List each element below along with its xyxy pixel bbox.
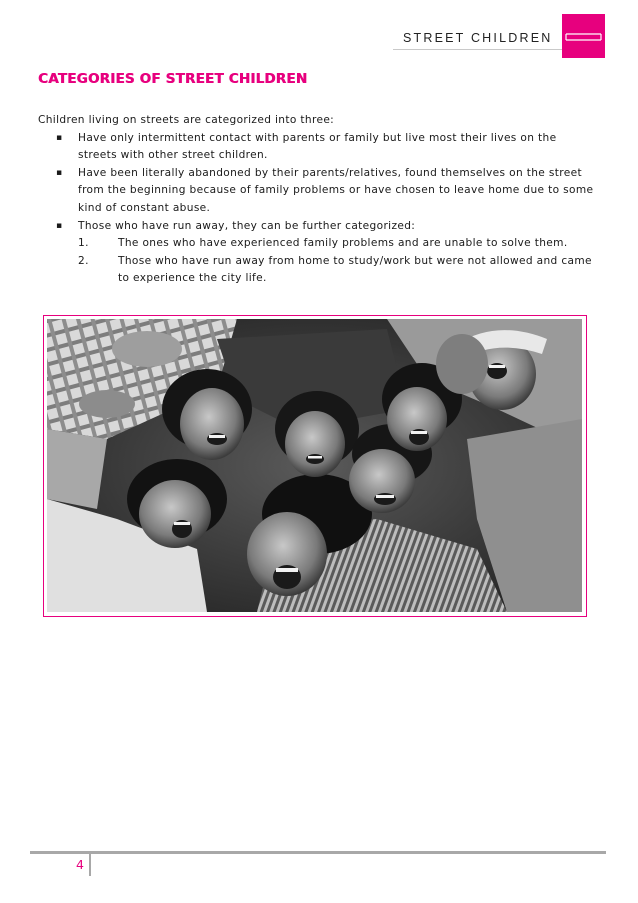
intro-paragraph: Children living on streets are categorized into three: [38, 114, 335, 126]
bullet-square-icon: ▪ [56, 132, 63, 143]
bullet-square-icon: ▪ [56, 167, 63, 178]
category-list [38, 130, 598, 288]
sub-list-item [38, 235, 598, 253]
section-title: CATEGORIES OF STREET CHILDREN [38, 71, 308, 87]
sub-list-item [38, 253, 598, 288]
list-item-text: Those who have run away, they can be further categorized: [78, 219, 416, 232]
list-item [38, 218, 598, 288]
bullet-square-icon: ▪ [56, 220, 63, 231]
footer-tick [89, 854, 91, 876]
sub-list-number: 1. [78, 237, 89, 250]
page-number: 4 [76, 857, 84, 872]
photo-frame [43, 315, 587, 617]
sub-list-text: The ones who have experienced family problems and are unable to solve them. [118, 237, 568, 250]
list-item-text: Have been literally abandoned by their parents/relatives, found themselves on the street from the beginning because of family problems or have chosen to leave home due to some kind of constant abuse. [78, 166, 594, 214]
children-photo [47, 319, 582, 612]
list-item [38, 165, 598, 218]
header-rule [393, 49, 563, 50]
list-item-text: Have only intermittent contact with parents or family but live most their lives on the streets with other street children. [78, 131, 557, 162]
list-item [38, 130, 598, 165]
sub-category-list [78, 235, 598, 288]
sub-list-text: Those who have run away from home to study/work but were not allowed and came to experience the city life. [118, 254, 592, 285]
sub-list-number: 2. [78, 254, 89, 267]
brand-block [562, 14, 605, 58]
body-text [38, 112, 598, 288]
footer-rule [30, 851, 606, 854]
running-head: STREET CHILDREN [403, 31, 553, 45]
